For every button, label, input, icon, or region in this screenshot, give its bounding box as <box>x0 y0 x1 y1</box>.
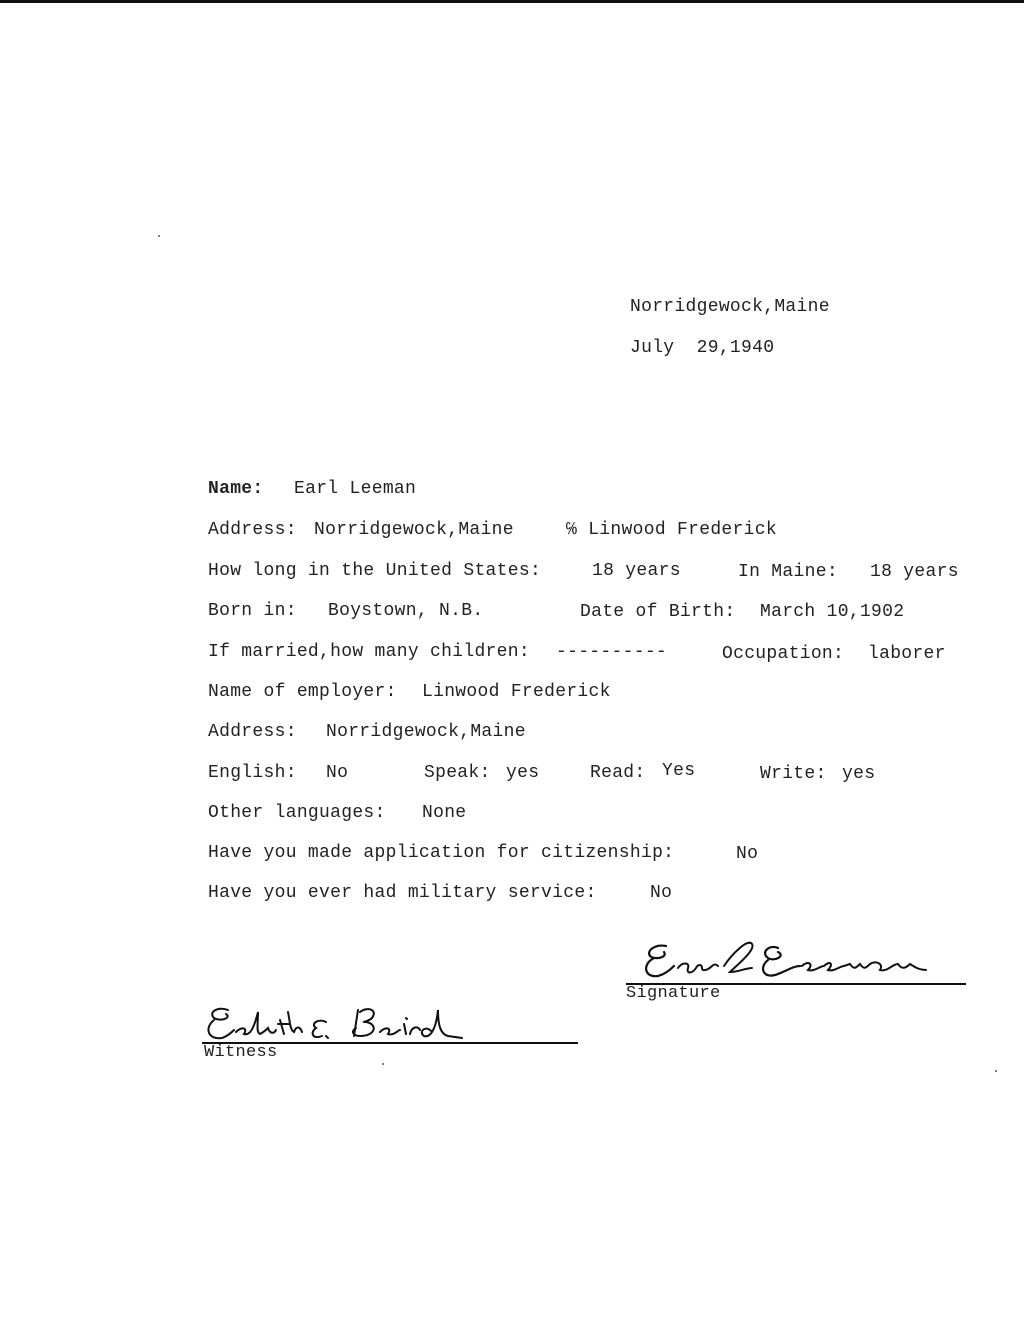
scan-speck <box>158 235 160 237</box>
read-value: Yes <box>662 761 696 781</box>
employer-label: Name of employer: <box>208 682 397 702</box>
dob-value: March 10,1902 <box>760 602 905 622</box>
military-value: No <box>650 883 673 903</box>
name-label-text: Name: <box>208 479 264 499</box>
maine-duration-value: 18 years <box>870 562 959 582</box>
name-label <box>208 478 264 500</box>
citizenship-value: No <box>736 844 759 864</box>
citizenship-label: Have you made application for citizenship: <box>208 843 675 863</box>
us-duration-value: 18 years <box>592 561 681 581</box>
birthplace-value: Boystown, N.B. <box>328 601 484 621</box>
employer-address-value: Norridgewock,Maine <box>326 722 526 742</box>
other-languages-label: Other languages: <box>208 803 386 823</box>
military-label: Have you ever had military service: <box>208 883 597 903</box>
header-place: Norridgewock,Maine <box>630 297 830 317</box>
scan-speck <box>995 1070 997 1072</box>
write-label: Write: <box>760 764 827 784</box>
occupation-label: Occupation: <box>722 644 845 664</box>
children-label: If married,how many children: <box>208 642 530 662</box>
scan-border <box>0 0 1024 3</box>
header-date: July 29,1940 <box>630 338 775 358</box>
occupation-value: laborer <box>868 644 946 664</box>
signature-ink <box>628 934 948 990</box>
birthplace-label: Born in: <box>208 601 297 621</box>
other-languages-value: None <box>422 803 467 823</box>
signature-caption: Signature <box>626 984 721 1003</box>
address-care-of: ℅ Linwood Frederick <box>566 520 777 540</box>
us-duration-label: How long in the United States: <box>208 561 542 581</box>
maine-duration-label: In Maine: <box>738 562 838 582</box>
english-value: No <box>326 763 349 783</box>
witness-caption: Witness <box>204 1043 278 1062</box>
employer-value: Linwood Frederick <box>422 682 611 702</box>
address-label: Address: <box>208 520 297 540</box>
speak-value: yes <box>506 763 540 783</box>
address-value: Norridgewock,Maine <box>314 520 514 540</box>
speak-label: Speak: <box>424 763 491 783</box>
write-value: yes <box>842 764 876 784</box>
read-label: Read: <box>590 763 646 783</box>
dob-label: Date of Birth: <box>580 602 736 622</box>
name-value: Earl Leeman <box>294 479 417 499</box>
employer-address-label: Address: <box>208 722 297 742</box>
children-value: ---------- <box>556 642 668 662</box>
english-label: English: <box>208 763 297 783</box>
scan-speck <box>382 1063 384 1065</box>
